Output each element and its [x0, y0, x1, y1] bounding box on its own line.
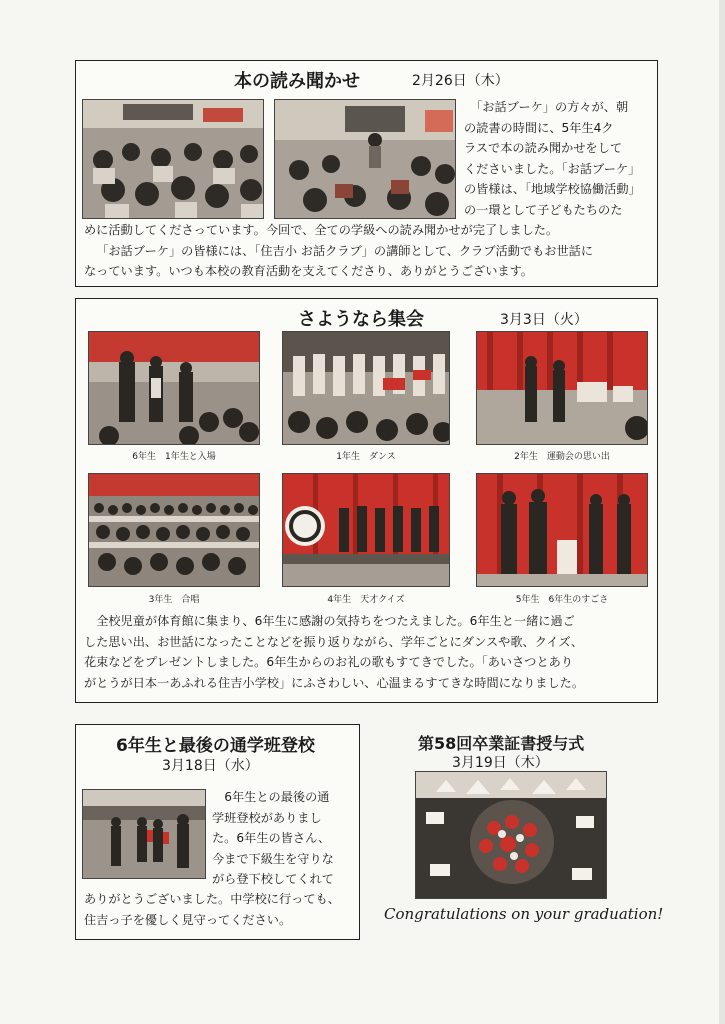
text-line: めに活動してくださっています。今回で、全ての学級への読み聞かせが完了しました。: [84, 223, 559, 237]
text-line: た。6年生の皆さん、: [212, 831, 331, 845]
reading-title: 本の読み聞かせ: [234, 71, 360, 92]
commute-date: 3月18日（水）: [162, 758, 259, 774]
text-line: 「お話ブーケ」の皆様には、「住吉小 お話クラブ」の講師として、クラブ活動でもお世話に: [96, 243, 594, 258]
text-line: した思い出、お世話になったことなどを振り返りながら、学年ごとにダンスや歌、クイズ、: [84, 634, 584, 649]
farewell-section: [75, 298, 658, 703]
graduation-date: 3月19日（木）: [452, 755, 549, 771]
farewell-caption-6: 5年生 6年生のすごさ: [515, 595, 609, 605]
text-line: ありがとうございました。中学校に行っても、: [84, 892, 340, 906]
page-edge: [719, 0, 725, 1024]
reading-date: 2月26日（木）: [412, 73, 509, 89]
graduation-title: 第58回卒業証書授与式: [418, 734, 585, 753]
text-line: の読書の時間に、5年生4ク: [464, 120, 614, 135]
text-line: 「お話ブーケ」の方々が、朝: [470, 100, 629, 114]
farewell-title: さようなら集会: [298, 309, 424, 330]
text-line: 今まで下級生を守りな: [212, 851, 334, 866]
text-line: 6年生との最後の通: [224, 790, 330, 804]
reading-wrapped-text: [464, 97, 654, 220]
graduation-photo: [415, 771, 607, 899]
text-line: の一環として子どもたちのた: [464, 202, 623, 217]
farewell-photo-1: [88, 331, 260, 445]
reading-full-text: [84, 220, 654, 282]
reading-photo-2: [274, 99, 456, 219]
text-line: 花束などをプレゼントしました。6年生からのお礼の歌もすてきでした。「あいさつとあり: [84, 655, 574, 669]
farewell-caption-2: 1年生 ダンス: [336, 452, 396, 462]
farewell-caption-1: 6年生 1年生と入場: [132, 452, 216, 462]
reading-section: [75, 60, 658, 287]
reading-photo-1: [82, 99, 264, 219]
farewell-photo-6: [476, 473, 648, 587]
farewell-body: [84, 611, 656, 693]
text-line: の皆様は、「地域学校協働活動」: [464, 182, 641, 196]
text-line: ラスで本の読み聞かせをして: [464, 141, 623, 155]
graduation-banner: Congratulations on your graduation!: [384, 905, 664, 923]
farewell-date: 3月3日（火）: [500, 312, 588, 328]
commute-title: 6年生と最後の通学班登校: [116, 736, 315, 756]
text-line: がとうが日本一あふれる住吉小学校」にふさわしい、心温まるすてきな時間になりました。: [84, 675, 585, 690]
farewell-caption-3: 2年生 運動会の思い出: [514, 452, 610, 462]
farewell-photo-2: [282, 331, 450, 445]
farewell-caption-4: 3年生 合唱: [148, 595, 200, 605]
commute-wrapped-text: [212, 787, 358, 890]
commute-full-text: [84, 889, 359, 930]
farewell-caption-5: 4年生 天才クイズ: [327, 595, 405, 605]
farewell-photo-4: [88, 473, 260, 587]
commute-photo: [82, 789, 206, 879]
text-line: がら登下校してくれて: [212, 872, 334, 886]
text-line: 住吉っ子を優しく見守ってください。: [84, 912, 292, 927]
text-line: くださいました。「お話ブーケ」: [464, 161, 641, 176]
farewell-photo-5: [282, 473, 450, 587]
text-line: なっています。いつも本校の教育活動を支えてくださり、ありがとうございます。: [84, 264, 533, 278]
text-line: 学班登校がありまし: [212, 810, 322, 825]
farewell-photo-3: [476, 331, 648, 445]
text-line: 全校児童が体育館に集まり、6年生に感謝の気持ちをつたえました。6年生と一緒に過ご: [96, 614, 575, 628]
commute-section: [75, 724, 360, 940]
